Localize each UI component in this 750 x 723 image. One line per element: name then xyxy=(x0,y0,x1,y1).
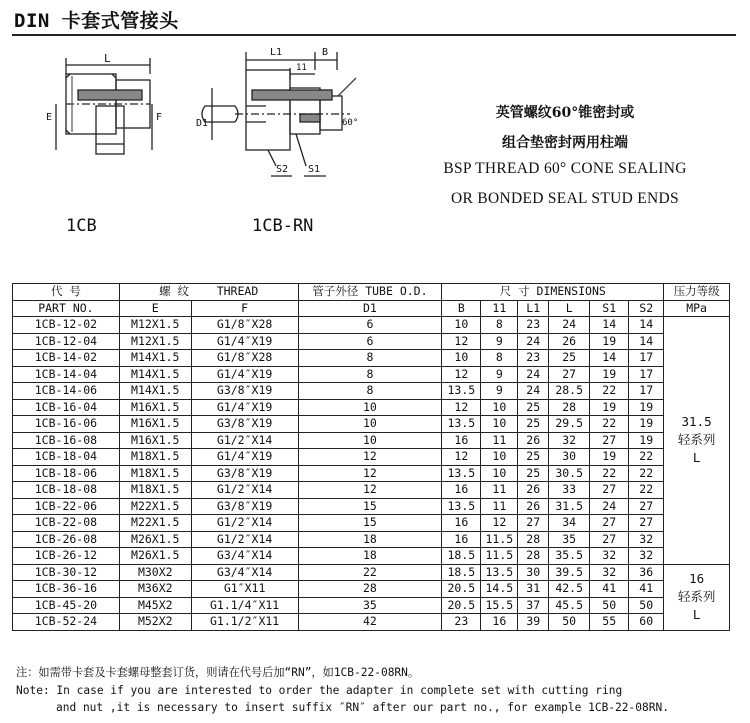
header-s1: S1 xyxy=(590,300,629,317)
table-cell: 27 xyxy=(629,498,664,515)
header-part-no: PART NO. xyxy=(13,300,120,317)
description-en-2: OR BONDED SEAL STUD ENDS xyxy=(451,190,679,207)
table-cell: 10 xyxy=(298,416,442,433)
dim-label-l1: L1 xyxy=(270,47,283,58)
table-row xyxy=(13,449,730,466)
table-cell: 28.5 xyxy=(549,383,590,400)
table-cell: 10 xyxy=(298,399,442,416)
table-cell: 45.5 xyxy=(549,597,590,614)
table-cell: M36X2 xyxy=(119,581,191,598)
table-cell: M14X1.5 xyxy=(119,350,191,367)
header-thread-en: THREAD xyxy=(216,284,259,299)
table-cell: 1CB-18-06 xyxy=(13,465,120,482)
pressure-class-line: 31.5 xyxy=(681,414,712,430)
table-cell: G1″X11 xyxy=(191,581,298,598)
table-cell: 22 xyxy=(590,416,629,433)
table-cell: G3/8″X19 xyxy=(191,465,298,482)
table-cell: 1CB-16-04 xyxy=(13,399,120,416)
pressure-class-cell xyxy=(664,317,730,565)
note-en-2: and nut ,it is necessary to insert suffix ″RN″ after our part no., for example 1CB-22-08RN. xyxy=(56,701,669,714)
table-cell: 13.5 xyxy=(481,564,518,581)
table-cell: 1CB-52-24 xyxy=(13,614,120,631)
table-cell: 14 xyxy=(590,317,629,334)
table-cell: 10 xyxy=(481,399,518,416)
table-cell: G1/8″X28 xyxy=(191,350,298,367)
drawing-1cb-rn xyxy=(202,52,359,176)
table-cell: 26 xyxy=(518,498,549,515)
title-divider xyxy=(12,34,736,36)
table-cell: M16X1.5 xyxy=(119,416,191,433)
dimensions-table xyxy=(12,283,730,631)
table-cell: 32 xyxy=(590,564,629,581)
table-cell: 19 xyxy=(590,399,629,416)
header-dimensions: 尺 寸 DIMENSIONS xyxy=(442,284,664,301)
table-row xyxy=(13,548,730,565)
header-mpa: MPa xyxy=(664,300,730,317)
table-cell: 6 xyxy=(298,317,442,334)
table-cell: 28 xyxy=(298,581,442,598)
table-cell: G1/2″X14 xyxy=(191,432,298,449)
table-cell: 1CB-14-04 xyxy=(13,366,120,383)
table-cell: G1/4″X19 xyxy=(191,366,298,383)
header-d1: D1 xyxy=(298,300,442,317)
table-cell: 26 xyxy=(518,432,549,449)
table-cell: 36 xyxy=(629,564,664,581)
table-row xyxy=(13,482,730,499)
dim-label-e: E xyxy=(46,112,53,123)
table-cell: 42 xyxy=(298,614,442,631)
table-row xyxy=(13,581,730,598)
dim-label-angle: 60° xyxy=(342,118,359,128)
table-cell: G3/4″X14 xyxy=(191,564,298,581)
table-cell: 9 xyxy=(481,383,518,400)
table-cell: 10 xyxy=(481,449,518,466)
table-cell: 22 xyxy=(590,465,629,482)
drawing-1cb xyxy=(56,58,152,154)
table-cell: 18 xyxy=(298,531,442,548)
table-cell: 13.5 xyxy=(442,498,481,515)
dim-label-s2: S2 xyxy=(276,164,289,175)
dim-label-l: L xyxy=(104,52,111,65)
table-cell: 31.5 xyxy=(549,498,590,515)
header-l1: L1 xyxy=(518,300,549,317)
description-cn-1: 英管螺纹60°锥密封或 xyxy=(495,105,635,121)
header-l: L xyxy=(549,300,590,317)
table-cell: 6 xyxy=(298,333,442,350)
table-cell: 19 xyxy=(590,449,629,466)
dim-label-s1: S1 xyxy=(308,164,321,175)
table-cell: G3/8″X19 xyxy=(191,383,298,400)
table-cell: 8 xyxy=(481,317,518,334)
pressure-class-line: L xyxy=(692,450,701,466)
table-cell: 20.5 xyxy=(442,597,481,614)
table-cell: 24 xyxy=(590,498,629,515)
dim-label-b: B xyxy=(322,47,329,58)
table-cell: 11.5 xyxy=(481,548,518,565)
table-cell: 27 xyxy=(590,531,629,548)
table-row xyxy=(13,515,730,532)
table-cell: 17 xyxy=(629,350,664,367)
table-cell: 10 xyxy=(442,317,481,334)
table-cell: 8 xyxy=(298,366,442,383)
table-cell: M16X1.5 xyxy=(119,399,191,416)
pressure-class-line: 16 xyxy=(689,571,705,586)
table-cell: M18X1.5 xyxy=(119,482,191,499)
table-cell: 37 xyxy=(518,597,549,614)
table-cell: 19 xyxy=(629,416,664,433)
table-cell: 1CB-26-12 xyxy=(13,548,120,565)
table-cell: 18.5 xyxy=(442,548,481,565)
table-cell: 25 xyxy=(518,416,549,433)
table-row xyxy=(13,416,730,433)
table-cell: 39 xyxy=(518,614,549,631)
table-cell: 12 xyxy=(298,465,442,482)
table-cell: 35.5 xyxy=(549,548,590,565)
table-cell: 19 xyxy=(590,333,629,350)
table-cell: 33 xyxy=(549,482,590,499)
table-cell: 18.5 xyxy=(442,564,481,581)
table-cell: 8 xyxy=(298,350,442,367)
table-cell: 27 xyxy=(549,366,590,383)
table-cell: 1CB-26-08 xyxy=(13,531,120,548)
header-f: F xyxy=(191,300,298,317)
table-row xyxy=(13,465,730,482)
table-row xyxy=(13,432,730,449)
table-cell: 8 xyxy=(481,350,518,367)
dim-label-11: 11 xyxy=(296,63,307,73)
table-cell: 1CB-30-12 xyxy=(13,564,120,581)
table-cell: 10 xyxy=(481,465,518,482)
table-cell: 35 xyxy=(549,531,590,548)
description-en-1: BSP THREAD 60° CONE SEALING xyxy=(443,160,687,177)
table-row xyxy=(13,564,730,581)
table-cell: M52X2 xyxy=(119,614,191,631)
table-cell: 18 xyxy=(298,548,442,565)
table-cell: 13.5 xyxy=(442,416,481,433)
table-cell: 28 xyxy=(549,399,590,416)
table-cell: M22X1.5 xyxy=(119,515,191,532)
table-cell: 16 xyxy=(442,482,481,499)
table-cell: 11 xyxy=(481,432,518,449)
table-cell: 16 xyxy=(442,432,481,449)
table-cell: 1CB-14-02 xyxy=(13,350,120,367)
table-cell: 11 xyxy=(481,498,518,515)
table-cell: 20.5 xyxy=(442,581,481,598)
table-row xyxy=(13,597,730,614)
notes xyxy=(16,664,669,717)
table-cell: M12X1.5 xyxy=(119,317,191,334)
table-cell: 41 xyxy=(629,581,664,598)
table-row xyxy=(13,383,730,400)
table-cell: 10 xyxy=(481,416,518,433)
table-cell: 11 xyxy=(481,482,518,499)
dim-label-d1: D1 xyxy=(196,118,209,129)
pressure-class-line: L xyxy=(692,607,701,622)
table-cell: 27 xyxy=(590,515,629,532)
table-cell: 25 xyxy=(518,399,549,416)
table-cell: 10 xyxy=(442,350,481,367)
table-cell: 17 xyxy=(629,366,664,383)
table-cell: 25 xyxy=(549,350,590,367)
table-cell: 17 xyxy=(629,383,664,400)
table-cell: 8 xyxy=(298,383,442,400)
table-cell: 1CB-22-08 xyxy=(13,515,120,532)
header-tube: 管子外径 TUBE O.D. xyxy=(298,284,442,301)
table-row xyxy=(13,366,730,383)
table-cell: G1/8″X28 xyxy=(191,317,298,334)
table-cell: 30 xyxy=(549,449,590,466)
table-cell: 27 xyxy=(518,515,549,532)
table-cell: 13.5 xyxy=(442,465,481,482)
table-cell: 1CB-45-20 xyxy=(13,597,120,614)
table-cell: 31 xyxy=(518,581,549,598)
table-cell: 25 xyxy=(518,449,549,466)
table-cell: 14 xyxy=(629,333,664,350)
header-code: 代 号 xyxy=(13,284,120,301)
table-cell: 12 xyxy=(442,366,481,383)
table-cell: 24 xyxy=(549,317,590,334)
table-cell: 14 xyxy=(629,317,664,334)
dim-label-f: F xyxy=(156,112,163,123)
table-cell: 1CB-16-06 xyxy=(13,416,120,433)
header-11: 11 xyxy=(481,300,518,317)
table-cell: M26X1.5 xyxy=(119,548,191,565)
table-cell: 50 xyxy=(590,597,629,614)
table-cell: 15 xyxy=(298,498,442,515)
table-cell: 22 xyxy=(590,383,629,400)
table-cell: 19 xyxy=(629,399,664,416)
table-row xyxy=(13,317,730,334)
table-cell: M22X1.5 xyxy=(119,498,191,515)
table-cell: 32 xyxy=(629,548,664,565)
table-cell: 1CB-12-04 xyxy=(13,333,120,350)
table-cell: 29.5 xyxy=(549,416,590,433)
table-cell: 12 xyxy=(298,449,442,466)
table-row xyxy=(13,614,730,631)
table-cell: 1CB-18-08 xyxy=(13,482,120,499)
table-cell: 30 xyxy=(518,564,549,581)
table-cell: 28 xyxy=(518,531,549,548)
table-cell: 19 xyxy=(629,432,664,449)
table-header-row-1 xyxy=(13,284,730,301)
table-cell: 23 xyxy=(518,350,549,367)
table-cell: 11.5 xyxy=(481,531,518,548)
table-cell: 10 xyxy=(298,432,442,449)
table-cell: G1/2″X14 xyxy=(191,482,298,499)
table-cell: 12 xyxy=(442,449,481,466)
table-body xyxy=(13,317,730,631)
table-cell: G3/8″X19 xyxy=(191,416,298,433)
table-cell: 25 xyxy=(518,465,549,482)
table-cell: 35 xyxy=(298,597,442,614)
table-row xyxy=(13,498,730,515)
table-cell: 27 xyxy=(629,515,664,532)
table-row xyxy=(13,399,730,416)
table-cell: 60 xyxy=(629,614,664,631)
table-cell: 27 xyxy=(590,432,629,449)
table-cell: 32 xyxy=(629,531,664,548)
table-cell: 1CB-22-06 xyxy=(13,498,120,515)
page-title: DIN 卡套式管接头 xyxy=(14,10,179,32)
table-cell: G1/4″X19 xyxy=(191,449,298,466)
table-cell: 50 xyxy=(629,597,664,614)
pressure-class-cell xyxy=(664,564,730,630)
table-cell: 22 xyxy=(629,465,664,482)
table-cell: 22 xyxy=(629,449,664,466)
header-thread-cn: 螺 纹 xyxy=(159,284,189,299)
table-cell: 41 xyxy=(590,581,629,598)
table-cell: M16X1.5 xyxy=(119,432,191,449)
table-cell: 32 xyxy=(549,432,590,449)
pressure-class-line: 轻系列 xyxy=(677,432,716,448)
pressure-class-line: 轻系列 xyxy=(677,589,716,604)
table-cell: 1CB-18-04 xyxy=(13,449,120,466)
table-cell: M18X1.5 xyxy=(119,465,191,482)
table-cell: M14X1.5 xyxy=(119,383,191,400)
table-cell: 1CB-12-02 xyxy=(13,317,120,334)
table-cell: 15.5 xyxy=(481,597,518,614)
table-cell: 50 xyxy=(549,614,590,631)
table-cell: 23 xyxy=(442,614,481,631)
header-b: B xyxy=(442,300,481,317)
table-cell: 27 xyxy=(590,482,629,499)
header-pressure: 压力等级 xyxy=(664,284,730,301)
table-cell: 9 xyxy=(481,333,518,350)
table-cell: 13.5 xyxy=(442,383,481,400)
table-cell: 30.5 xyxy=(549,465,590,482)
table-cell: 42.5 xyxy=(549,581,590,598)
header-e: E xyxy=(119,300,191,317)
table-cell: 22 xyxy=(629,482,664,499)
table-cell: 12 xyxy=(442,399,481,416)
table-cell: M12X1.5 xyxy=(119,333,191,350)
table-cell: 1CB-36-16 xyxy=(13,581,120,598)
table-cell: M45X2 xyxy=(119,597,191,614)
drawing-label-1cb: 1CB xyxy=(66,216,97,236)
table-cell: 32 xyxy=(590,548,629,565)
table-cell: G3/8″X19 xyxy=(191,498,298,515)
table-cell: 34 xyxy=(549,515,590,532)
table-cell: 16 xyxy=(481,614,518,631)
table-cell: 24 xyxy=(518,366,549,383)
table-row xyxy=(13,350,730,367)
table-cell: G1/4″X19 xyxy=(191,399,298,416)
table-cell: 9 xyxy=(481,366,518,383)
table-cell: G1/4″X19 xyxy=(191,333,298,350)
table-cell: 26 xyxy=(549,333,590,350)
table-cell: 23 xyxy=(518,317,549,334)
table-cell: 28 xyxy=(518,548,549,565)
table-cell: 24 xyxy=(518,333,549,350)
table-cell: 26 xyxy=(518,482,549,499)
table-cell: 39.5 xyxy=(549,564,590,581)
table-cell: 24 xyxy=(518,383,549,400)
table-header-row-2 xyxy=(13,300,730,317)
table-cell: G1.1/4″X11 xyxy=(191,597,298,614)
table-cell: 1CB-16-08 xyxy=(13,432,120,449)
table-cell: G1.1/2″X11 xyxy=(191,614,298,631)
header-thread xyxy=(119,284,298,301)
table-row xyxy=(13,333,730,350)
note-en-1: Note: In case if you are interested to order the adapter in complete set with cutting ring xyxy=(16,683,623,697)
table-row xyxy=(13,531,730,548)
table-cell: 22 xyxy=(298,564,442,581)
table-cell: G3/4″X14 xyxy=(191,548,298,565)
table-cell: 16 xyxy=(442,515,481,532)
table-cell: 14.5 xyxy=(481,581,518,598)
table-cell: 16 xyxy=(442,531,481,548)
table-cell: M14X1.5 xyxy=(119,366,191,383)
table-cell: M18X1.5 xyxy=(119,449,191,466)
note-cn: 注：如需带卡套及卡套螺母整套订货，则请在代号后加“RN”，如1CB-22-08RN。 xyxy=(16,666,420,679)
table-cell: G1/2″X14 xyxy=(191,515,298,532)
table-cell: M26X1.5 xyxy=(119,531,191,548)
drawing-label-1cb-rn: 1CB-RN xyxy=(252,216,314,236)
table-cell: 12 xyxy=(481,515,518,532)
table-cell: 1CB-14-06 xyxy=(13,383,120,400)
table-cell: 12 xyxy=(442,333,481,350)
table-cell: 55 xyxy=(590,614,629,631)
description-cn-2: 组合垫密封两用柱端 xyxy=(502,135,628,151)
table-cell: M30X2 xyxy=(119,564,191,581)
table-cell: 15 xyxy=(298,515,442,532)
table-cell: 14 xyxy=(590,350,629,367)
table-cell: 12 xyxy=(298,482,442,499)
header-s2: S2 xyxy=(629,300,664,317)
table-cell: 19 xyxy=(590,366,629,383)
table-cell: G1/2″X14 xyxy=(191,531,298,548)
